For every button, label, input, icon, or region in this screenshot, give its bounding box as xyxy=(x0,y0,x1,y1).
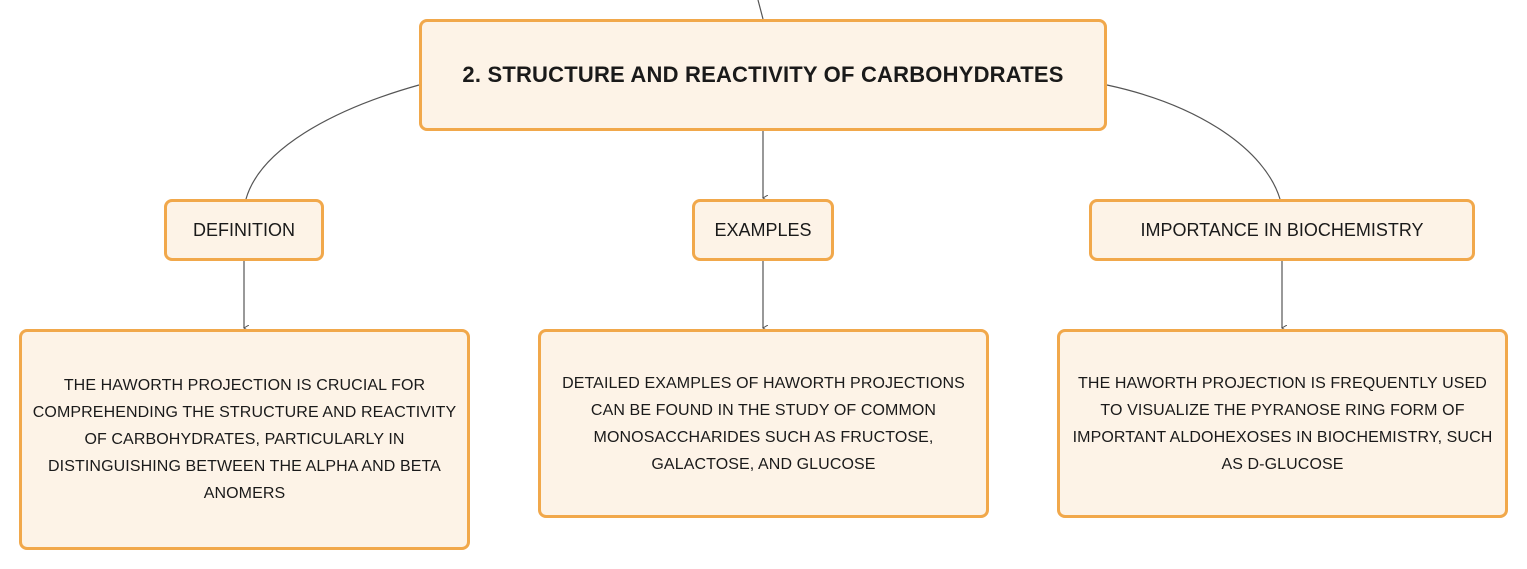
connector-root-to-importance xyxy=(1107,85,1280,199)
branch-node-label: DEFINITION xyxy=(193,219,295,240)
detail-node-text: THE HAWORTH PROJECTION IS CRUCIAL FOR COMPREHENDING THE STRUCTURE AND REACTIVITY OF CARBOHYDRATES, PARTICULARLY IN DISTINGUISHING BETWEEN THE ALPHA AND BETA ANOMERS xyxy=(32,377,457,502)
detail-node-importance[interactable] xyxy=(1057,329,1508,518)
root-node-label: 2. STRUCTURE AND REACTIVITY OF CARBOHYDRATES xyxy=(462,62,1064,87)
branch-node-label: EXAMPLES xyxy=(714,219,812,240)
detail-node-examples[interactable] xyxy=(538,329,989,518)
branch-node-label: IMPORTANCE IN BIOCHEMISTRY xyxy=(1140,219,1424,240)
connector-root-to-definition xyxy=(246,85,419,199)
branch-node-importance[interactable] xyxy=(1089,199,1475,261)
connector-parent-to-root xyxy=(758,0,763,19)
detail-node-text: THE HAWORTH PROJECTION IS FREQUENTLY USED TO VISUALIZE THE PYRANOSE RING FORM OF IMPORTANT ALDOHEXOSES IN BIOCHEMISTRY, SUCH AS D-GLUCOSE xyxy=(1072,374,1493,473)
root-node[interactable] xyxy=(419,19,1107,131)
branch-node-definition[interactable] xyxy=(164,199,324,261)
detail-node-text: DETAILED EXAMPLES OF HAWORTH PROJECTIONS CAN BE FOUND IN THE STUDY OF COMMON MONOSACCHARIDES SUCH AS FRUCTOSE, GALACTOSE, AND GLUCOSE xyxy=(562,374,965,473)
detail-node-definition[interactable] xyxy=(19,329,470,550)
branch-node-examples[interactable] xyxy=(692,199,834,261)
